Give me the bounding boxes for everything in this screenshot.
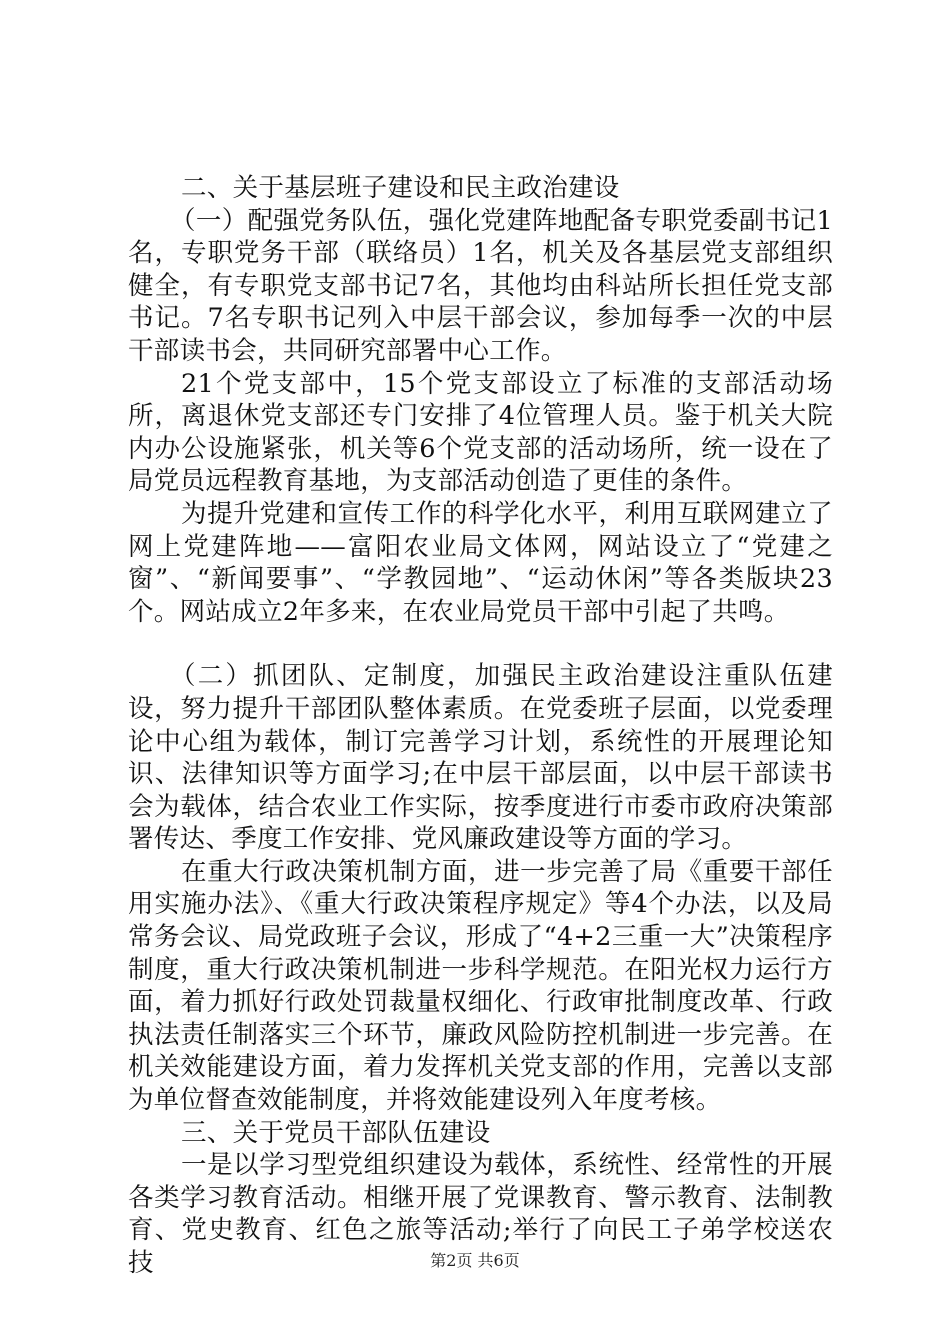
paragraph-gap bbox=[128, 628, 833, 660]
section-heading-3: 三、关于党员干部队伍建设 bbox=[181, 1117, 491, 1148]
paragraph-learning: 一是以学习型党组织建设为载体，系统性、经常性的开展各类学习教育活动。相继开展了党课教育、警示教育、法制教育、党史教育、红色之旅等活动;举行了向民工子弟学校送农技 bbox=[128, 1150, 833, 1278]
section-heading-2: 二、关于基层班子建设和民主政治建设 bbox=[181, 173, 620, 203]
paragraph-party-staff: （一）配强党务队伍，强化党建阵地配备专职党委副书记1名，专职党务干部（联络员）1名，机关及各基层党支部组织健全，有专职党支部书记7名，其他均由科站所长担任党支部书记。7名专职书记列入中层干部会议，参加每季一次的中层干部读书会，共同研究部署中心工作。 bbox=[128, 205, 833, 366]
paragraph-branch-venues: 21个党支部中，15个党支部设立了标准的支部活动场所，离退休党支部还专门安排了4位管理人员。鉴于机关大院内办公设施紧张，机关等6个党支部的活动场所，统一设在了局党员远程教育基地，为支部活动创造了更佳的条件。 bbox=[128, 368, 833, 497]
page-number: 第2页 共6页 bbox=[430, 1251, 520, 1270]
document-body bbox=[128, 172, 833, 1280]
paragraph-website: 为提升党建和宣传工作的科学化水平，利用互联网建立了网上党建阵地——富阳农业局文体网，网站设立了“党建之窗”、“新闻要事”、“学教园地”、“运动休闲”等各类版块23个。网站成立2年多来，在农业局党员干部中引起了共鸣。 bbox=[128, 498, 833, 627]
paragraph-team-system: （二）抓团队、定制度，加强民主政治建设注重队伍建设，努力提升干部团队整体素质。在党委班子层面，以党委理论中心组为载体，制订完善学习计划，系统性的开展理论知识、法律知识等方面学习;在中层干部层面，以中层干部读书会为载体，结合农业工作实际，按季度进行市委市政府决策部署传达、季度工作安排、党风廉政建设等方面的学习。 bbox=[128, 661, 833, 855]
paragraph-decision-mechanism: 在重大行政决策机制方面，进一步完善了局《重要干部任用实施办法》、《重大行政决策程序规定》等4个办法，以及局常务会议、局党政班子会议，形成了“4+2三重一大”决策程序制度，重大行政决策机制进一步科学规范。在阳光权力运行方面，着力抓好行政处罚裁量权细化、行政审批制度改革、行政执法责任制落实三个环节，廉政风险防控机制进一步完善。在机关效能建设方面，着力发挥机关党支部的作用，完善以支部为单位督查效能制度，并将效能建设列入年度考核。 bbox=[128, 856, 833, 1116]
